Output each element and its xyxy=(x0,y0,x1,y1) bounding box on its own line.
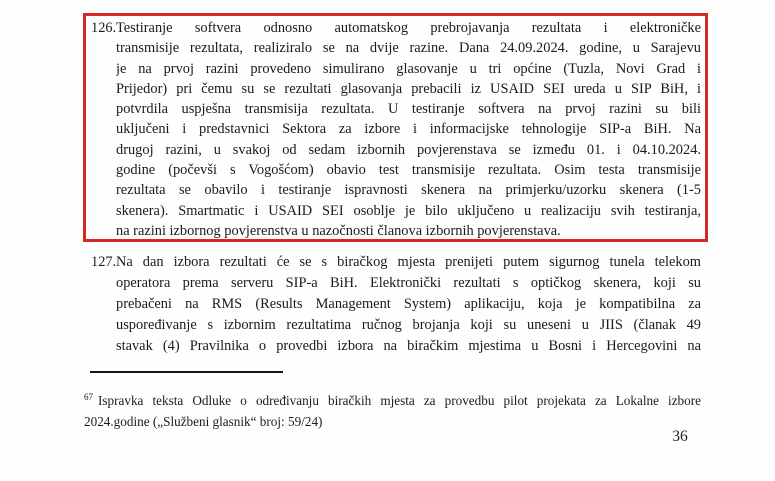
paragraph-line: drugoj razini, u svakoj od sedam izbornih povjerenstava se između 01. i 04.10.2024. xyxy=(116,141,701,158)
paragraph-line: godine (počevši s Vogošćom) obavio test transmisije rezultata. Osim testa transmisije xyxy=(116,162,701,179)
paragraph-line: potvrdila uspješna transmisija rezultata. U testiranje softvera na prvoj razini su bili xyxy=(116,101,701,118)
highlight-rectangle xyxy=(83,13,708,242)
paragraph-line: na razini izbornog povjerenstva u nazočnosti članova izbornih povjerenstava. xyxy=(116,222,561,239)
footnote-line xyxy=(84,390,701,411)
paragraph-line: skenera). Smartmatic i USAID SEI osoblje je bilo uključeno u realizaciju svih testiranja, xyxy=(116,202,701,219)
paragraph-body xyxy=(116,252,701,357)
paragraph-number: 127. xyxy=(91,254,117,270)
paragraph-line: Na dan izbora rezultati će se s biračkog mjesta prenijeti putem sigurnog tunela telekom xyxy=(116,254,701,270)
paragraph-line: je na prvoj razini provedeno simulirano glasovanje u tri općine (Tuzla, Novi Grad i xyxy=(116,60,701,77)
paragraph-line: rezultata se obavilo i testiranje ispravnosti skenera na primjerku/uzorku skenera (1-5 xyxy=(116,182,701,199)
page-number: 36 xyxy=(672,428,688,445)
paragraph-line: transmisije rezultata, realiziralo se na dvije razine. Dana 24.09.2024. godine, u Sarajevu xyxy=(116,40,701,57)
paragraph-line: Testiranje softvera odnosno automatskog prebrojavanja rezultata i elektroničke xyxy=(116,20,701,36)
paragraph-line: prebačeni na RMS (Results Management System) aplikaciju, koja je kompatibilna za xyxy=(116,296,701,312)
paragraph-126 xyxy=(91,18,701,241)
paragraph-127 xyxy=(91,252,701,357)
paragraph-line: stavak (4) Pravilnika o provedbi izbora na biračkim mjestima u Bosni i Hercegovini na xyxy=(116,338,701,354)
footnote-separator xyxy=(90,371,283,373)
paragraph-number: 126. xyxy=(91,20,117,36)
paragraph-line: operatora prema serveru SIP-a BiH. Elektronički rezultati s optičkog skenera, koji su xyxy=(116,275,701,291)
paragraph-line: Prijedor) pri čemu su se rezultati glasovanja prebacili iz USAID SEI ureda u SIP BiH, i xyxy=(116,80,701,97)
footnote-line: 2024.godine („Službeni glasnik“ broj: 59/24) xyxy=(84,414,323,429)
paragraph-body xyxy=(116,18,701,241)
footnote xyxy=(84,390,701,432)
footnote-marker: 67 xyxy=(84,391,93,402)
paragraph-line: uključeni i predstavnici Sektora za izbore i informacijske tehnologije SIP-a BiH. Na xyxy=(116,121,701,138)
footnote-text: Ispravka teksta Odluke o određivanju biračkih mjesta za provedbu pilot projekata za Lokalne izbore xyxy=(98,393,701,408)
paragraph-line: uspoređivanje s izbornim rezultatima ručnog brojanja koji su uneseni u JIIS (članak 49 xyxy=(116,317,701,333)
